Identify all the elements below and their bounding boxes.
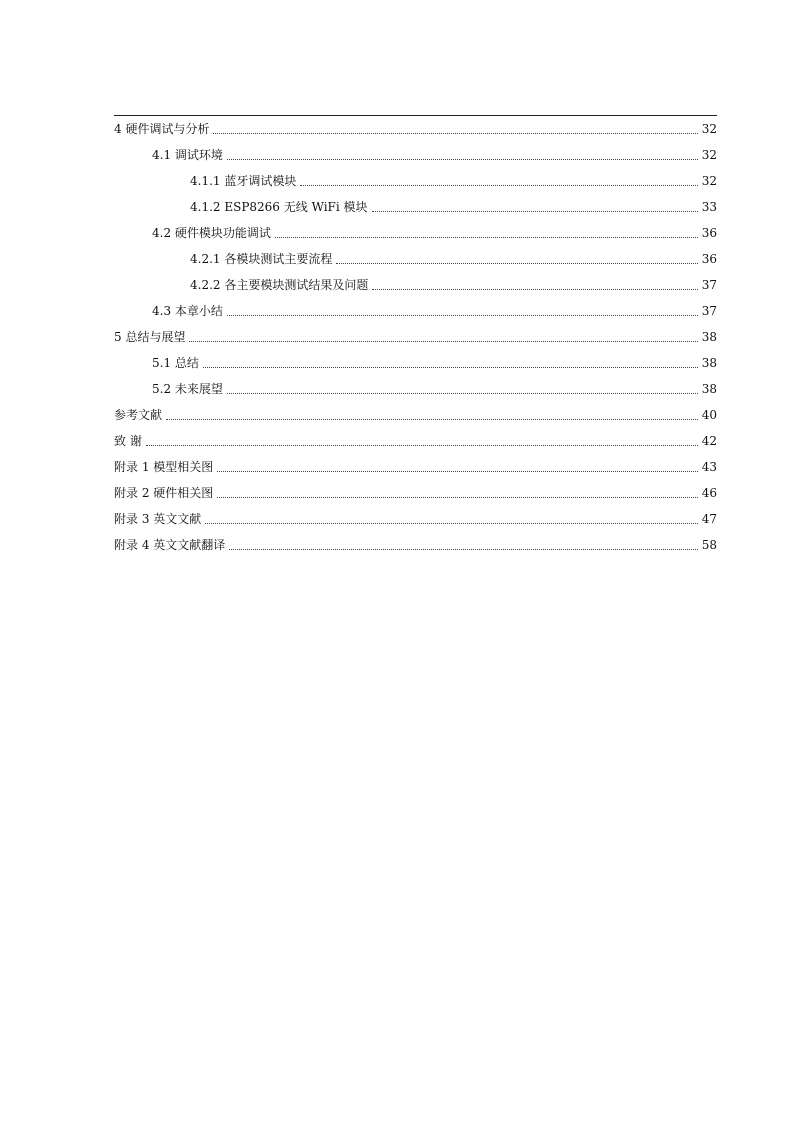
toc-entry-page-number: 38 xyxy=(701,382,717,396)
toc-entry[interactable] xyxy=(114,220,717,246)
toc-entry-label: 5 总结与展望 xyxy=(114,330,186,344)
toc-entry[interactable] xyxy=(114,246,717,272)
dot-leader xyxy=(227,393,698,394)
dot-leader xyxy=(146,445,698,446)
toc-entry-label: 4.2.1 各模块测试主要流程 xyxy=(190,252,333,266)
toc-entry-label: 附录 2 硬件相关图 xyxy=(114,486,214,500)
toc-entry[interactable] xyxy=(114,454,717,480)
dot-leader xyxy=(217,497,697,498)
toc-entry[interactable] xyxy=(114,506,717,532)
toc-entry-page-number: 43 xyxy=(701,460,717,474)
toc-entry-page-number: 46 xyxy=(701,486,717,500)
toc-entry-label: 4 硬件调试与分析 xyxy=(114,122,210,136)
toc-entry-label: 4.1.1 蓝牙调试模块 xyxy=(190,174,297,188)
dot-leader xyxy=(205,523,697,524)
toc-entry-label: 4.3 本章小结 xyxy=(152,304,223,318)
toc-entry-label: 4.2.2 各主要模块测试结果及问题 xyxy=(190,278,369,292)
toc-entry-page-number: 40 xyxy=(701,408,717,422)
dot-leader xyxy=(189,341,697,342)
toc-entry-label: 4.1.2 ESP8266 无线 WiFi 模块 xyxy=(190,200,368,214)
dot-leader xyxy=(300,185,697,186)
toc-entry-label: 附录 1 模型相关图 xyxy=(114,460,214,474)
toc-entry-page-number: 37 xyxy=(701,278,717,292)
dot-leader xyxy=(372,289,697,290)
toc-entry-page-number: 42 xyxy=(701,434,717,448)
toc-entry-page-number: 32 xyxy=(701,122,717,136)
toc-entry[interactable] xyxy=(114,480,717,506)
toc-entry[interactable] xyxy=(114,350,717,376)
toc-entry-page-number: 37 xyxy=(701,304,717,318)
toc-entry[interactable] xyxy=(114,402,717,428)
toc-entry-page-number: 32 xyxy=(701,148,717,162)
toc-entry-label: 4.1 调试环境 xyxy=(152,148,223,162)
dot-leader xyxy=(217,471,697,472)
toc-entry[interactable] xyxy=(114,116,717,142)
dot-leader xyxy=(229,549,697,550)
toc-entry-page-number: 38 xyxy=(701,330,717,344)
toc-entry-page-number: 58 xyxy=(701,538,717,552)
toc-entry-label: 4.2 硬件模块功能调试 xyxy=(152,226,271,240)
toc-entry-label: 附录 3 英文文献 xyxy=(114,512,202,526)
toc-entry[interactable] xyxy=(114,428,717,454)
dot-leader xyxy=(213,133,697,134)
dot-leader xyxy=(275,237,698,238)
toc-entry[interactable] xyxy=(114,272,717,298)
toc-entry-label: 5.1 总结 xyxy=(152,356,199,370)
toc-entry[interactable] xyxy=(114,324,717,350)
toc-entry-page-number: 47 xyxy=(701,512,717,526)
dot-leader xyxy=(203,367,698,368)
toc-entry[interactable] xyxy=(114,298,717,324)
dot-leader xyxy=(227,159,698,160)
table-of-contents xyxy=(114,116,717,558)
toc-entry[interactable] xyxy=(114,376,717,402)
toc-entry-label: 5.2 未来展望 xyxy=(152,382,223,396)
toc-entry[interactable] xyxy=(114,142,717,168)
dot-leader xyxy=(227,315,698,316)
toc-entry[interactable] xyxy=(114,168,717,194)
dot-leader xyxy=(166,419,698,420)
toc-entry-page-number: 32 xyxy=(701,174,717,188)
dot-leader xyxy=(336,263,697,264)
toc-entry-page-number: 33 xyxy=(701,200,717,214)
toc-entry-label: 参考文献 xyxy=(114,408,163,422)
dot-leader xyxy=(372,211,698,212)
toc-entry-page-number: 36 xyxy=(701,226,717,240)
toc-entry[interactable] xyxy=(114,194,717,220)
toc-entry-label: 致 谢 xyxy=(114,434,142,448)
toc-entry-label: 附录 4 英文文献翻译 xyxy=(114,538,226,552)
toc-entry-page-number: 38 xyxy=(701,356,717,370)
toc-entry[interactable] xyxy=(114,532,717,558)
toc-entry-page-number: 36 xyxy=(701,252,717,266)
